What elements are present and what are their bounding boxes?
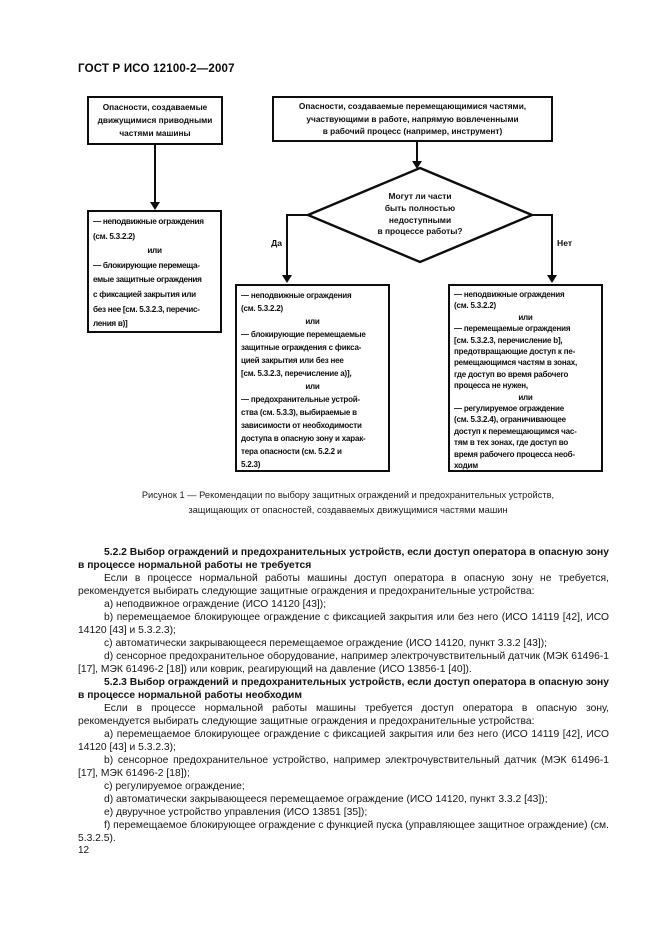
paragraph: d) автоматически закрывающееся перемещаемое ограждение (ИСО 14120, пункт 3.3.2 [43]); — [104, 794, 548, 805]
node-text-line: (см. 5.3.2.4), ограничивающее — [454, 415, 566, 425]
node-text-line: Опасности, создаваемые — [102, 102, 208, 112]
node-text-line: движущимися приводными — [97, 115, 213, 125]
node-text-line: или — [305, 382, 320, 391]
node-text-line: — блокирующие перемеща- — [93, 260, 200, 270]
branch-label-no: Нет — [557, 238, 573, 248]
paragraph: a) неподвижное ограждение (ИСО 14120 [43]); — [104, 599, 327, 610]
node-text-line: — неподвижные ограждения — [454, 290, 565, 299]
node-text-line: с фиксацией закрытия или — [93, 289, 196, 299]
node-text-line: или — [518, 392, 533, 402]
flowchart-node-result-yes — [235, 284, 390, 472]
paragraph: c) регулируемое ограждение; — [104, 781, 245, 792]
node-text-line: — предохранительные устрой- — [241, 395, 360, 404]
node-text-line: доступ к перемещающимся час- — [454, 426, 577, 436]
node-text-line: [см. 5.3.2.3, перечисление b], — [454, 335, 563, 345]
node-text-line: где доступ во время рабочего — [454, 369, 569, 379]
paragraph: d) сенсорное предохранительное оборудование, например электрочувствительный датчик (МЭК 61496-1 [17], МЭК 61496-2 [18]) или коврик, реагирующий на давление (ИСО 13856-1 [40]). — [78, 651, 609, 675]
node-text-line: тям в тех зонах, где доступ во — [454, 438, 569, 448]
node-text-line: частями машины — [119, 128, 191, 138]
flowchart-node-drive-parts-hazards — [87, 96, 223, 145]
paragraph: a) перемещаемое блокирующее ограждение с фиксацией закрытия или без него (ИСО 14119 [42], ИСО 14120 [43] и 5.3.2.3); — [78, 729, 609, 753]
arrowhead-down-icon — [547, 275, 557, 283]
arrowhead-down-icon — [150, 202, 160, 210]
decision-question — [330, 191, 510, 238]
node-text-line: доступа в опасную зону и харак- — [241, 434, 366, 443]
branch-label-yes: Да — [271, 238, 282, 248]
node-text-line: защитные ограждения с фикса- — [241, 343, 362, 352]
node-text-line: или — [305, 317, 320, 326]
node-text-line: участвующими в работе, напрямую вовлеченными — [306, 113, 519, 124]
node-text-line: ремещающимся частям в зонах, — [454, 358, 577, 368]
node-text-line: — неподвижные ограждения — [241, 291, 352, 300]
arrowhead-down-icon — [282, 275, 292, 283]
paragraph: Если в процессе нормальной работы машины требуется доступ оператора в опасную зону, рекомендуется выбирать следующие защитные ограждения и предохранительные устройства: — [78, 703, 609, 727]
figure-caption-line2: защищающих от опасностей, создаваемых движущимися частями машин — [188, 505, 508, 515]
node-text-line: емые защитные ограждения — [93, 275, 202, 285]
node-text-line: или — [518, 312, 533, 322]
body-text — [78, 546, 609, 845]
node-text-line: (см. 5.3.2.2) — [454, 301, 497, 311]
paragraph: b) перемещаемое блокирующее ограждение с фиксацией закрытия или без него (ИСО 14119 [42], ИСО 14120 [43] и 5.3.2.3); — [78, 612, 609, 636]
node-text-line: или — [147, 246, 162, 256]
node-text-line: время рабочего процесса необ- — [454, 449, 575, 459]
paragraph: f) перемещаемое блокирующее ограждение с функцией пуска (управляющее защитное ограждение) (см. 5.3.2.5). — [78, 820, 609, 844]
node-text-line: в рабочий процесс (например, инструмент) — [322, 126, 503, 137]
node-text-line: без нее [см. 5.3.2.3, перечис- — [93, 304, 200, 314]
node-text-line: [см. 5.3.2.3, перечисление а)], — [241, 369, 352, 378]
flowchart-node-working-parts-hazards — [272, 96, 553, 142]
node-text-line: ления в)] — [93, 319, 128, 329]
node-text-line: недоступными — [388, 214, 452, 225]
node-text-line: — регулируемое ограждение — [454, 404, 565, 414]
node-text-line: (см. 5.3.2.2) — [241, 304, 284, 313]
node-text-line: ходим — [454, 461, 478, 471]
node-text-line: в процессе работы? — [377, 226, 463, 237]
node-text-line: Могут ли части — [388, 191, 452, 201]
figure-caption — [78, 488, 618, 518]
flowchart-node-result-left — [87, 210, 222, 333]
figure-caption-line1: Рисунок 1 — Рекомендации по выбору защитных ограждений и предохранительных устройств, — [141, 490, 555, 500]
node-text-line: цией закрытия или без нее — [241, 356, 344, 365]
node-text-line: — блокирующие перемещаемые — [241, 330, 366, 339]
page-number: 12 — [78, 845, 90, 856]
node-text-line: (см. 5.3.2.2) — [93, 231, 135, 241]
node-text-line: 5.2.3) — [241, 460, 261, 469]
paragraph: c) автоматически закрывающееся перемещаемое ограждение (ИСО 14120, пункт 3.3.2 [43]); — [104, 638, 547, 649]
paragraph: b) сенсорное предохранительное устройство, например электрочувствительный датчик (МЭК 61496-1 [17], МЭК 61496-2 [18]); — [78, 755, 609, 779]
section-heading: 5.2.3 Выбор ограждений и предохранительных устройств, если доступ оператора в опасную зону в процессе нормальной работы необходим — [78, 677, 609, 701]
node-text-line: ства (см. 5.3.3), выбираемые в — [241, 408, 357, 417]
node-text-line: — неподвижные ограждения — [93, 217, 204, 226]
node-text-line: тера опасности (см. 5.2.2 и — [241, 447, 342, 456]
section-heading: 5.2.2 Выбор ограждений и предохранительных устройств, если доступ оператора в опасную зону в процессе нормальной работы не требуется — [78, 547, 609, 571]
node-text-line: — перемещаемые ограждения — [454, 324, 571, 334]
node-text-line: предотвращающие доступ к пе- — [454, 347, 576, 357]
node-text-line: Опасности, создаваемые перемещающимися частями, — [298, 101, 527, 112]
flowchart-node-result-no — [448, 284, 603, 472]
node-text-line: зависимости от необходимости — [241, 421, 362, 430]
node-text-line: процесса не нужен, — [454, 381, 528, 391]
node-text-line: быть полностью — [384, 202, 456, 213]
paragraph: e) двуручное устройство управления (ИСО 13851 [35]); — [104, 807, 368, 818]
document-title: ГОСТ Р ИСО 12100-2—2007 — [78, 63, 235, 75]
paragraph: Если в процессе нормальной работы машины доступ оператора в опасную зону не требуется, рекомендуется выбирать следующие защитные ограждения и предохранительные устройства: — [78, 573, 609, 597]
